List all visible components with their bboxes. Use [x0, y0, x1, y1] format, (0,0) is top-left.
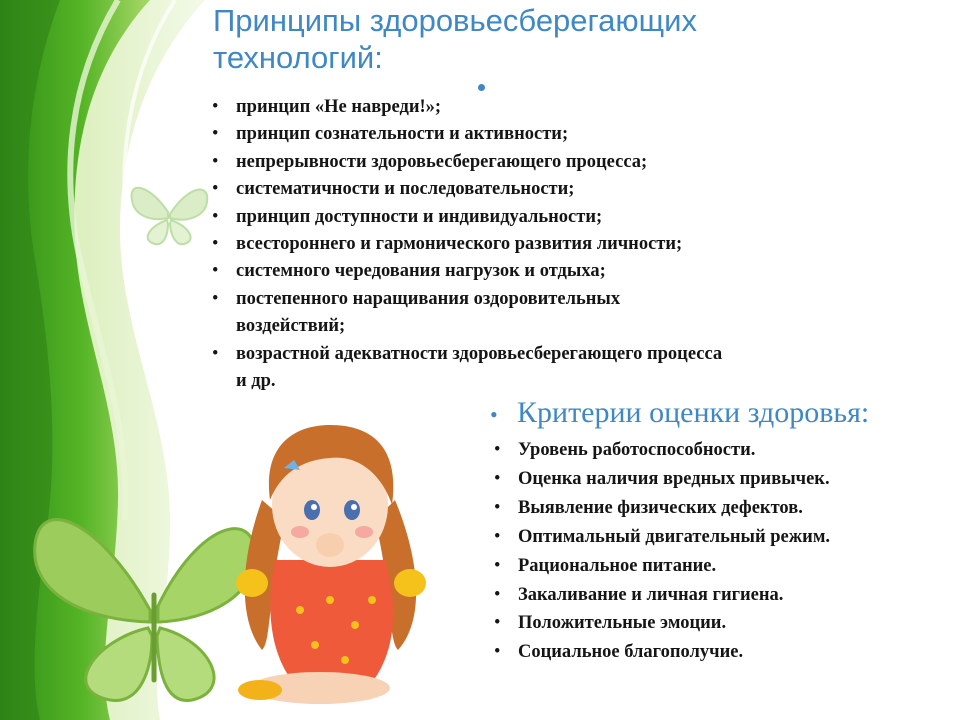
principle-item — [210, 231, 810, 258]
page-title: Принципы здоровьесберегающих технологий: — [213, 3, 697, 75]
criteria-text: Положительные эмоции. — [518, 613, 727, 634]
bullet: • — [212, 343, 219, 364]
principle-item — [210, 204, 810, 231]
bullet: • — [212, 261, 219, 282]
bullet: • — [212, 288, 219, 309]
bullet: • — [494, 642, 501, 663]
criteria-list — [492, 436, 932, 667]
principle-text: принцип «Не навреди!»; — [236, 97, 442, 117]
principle-text: возрастной адекватности здоровьесберегающего процесса и др. — [236, 343, 723, 392]
bullet: • — [212, 151, 219, 172]
principle-text: принцип сознательности и активности; — [236, 124, 569, 145]
criteria-item — [492, 465, 932, 494]
criteria-heading-text: Критерии оценки здоровья: — [517, 396, 870, 429]
girl-illustration — [236, 425, 426, 704]
principle-text: систематичности и последовательности; — [236, 179, 575, 200]
criteria-text: Рациональное питание. — [518, 555, 717, 576]
principles-list — [210, 94, 810, 395]
criteria-text: Социальное благополучие. — [518, 642, 744, 663]
decorative-dot — [478, 84, 485, 91]
principle-item — [210, 149, 810, 176]
bullet: • — [494, 440, 501, 460]
butterfly-outline-icon — [132, 188, 208, 244]
criteria-text: Закаливание и личная гигиена. — [518, 584, 784, 605]
bullet: • — [212, 206, 219, 227]
bullet: • — [490, 402, 498, 428]
principle-item — [210, 341, 736, 396]
criteria-text: Оценка наличия вредных привычек. — [518, 468, 830, 489]
principle-text: непрерывности здоровьесберегающего процесса; — [236, 151, 648, 172]
principle-item — [210, 121, 810, 148]
principle-text: всестороннего и гармонического развития личности; — [236, 234, 683, 255]
bullet: • — [494, 497, 501, 518]
criteria-item — [492, 581, 932, 610]
bullet: • — [494, 584, 501, 605]
criteria-item — [492, 609, 932, 638]
criteria-item — [492, 494, 932, 523]
criteria-text: Выявление физических дефектов. — [518, 497, 803, 518]
bullet: • — [494, 555, 501, 576]
principle-item — [210, 286, 716, 341]
principle-item — [210, 258, 810, 285]
criteria-item — [492, 552, 932, 581]
criteria-text: Оптимальный двигательный режим. — [518, 526, 831, 547]
bullet: • — [494, 468, 501, 489]
criteria-item — [492, 436, 932, 465]
principle-text: принцип доступности и индивидуальности; — [236, 206, 603, 227]
principle-item — [210, 176, 810, 203]
bullet: • — [494, 613, 501, 634]
principle-text: постепенного наращивания оздоровительных воздействий; — [236, 288, 621, 337]
bullet: • — [212, 234, 219, 255]
principle-text: системного чередования нагрузок и отдыха; — [236, 261, 606, 282]
principle-item — [210, 94, 810, 121]
criteria-item — [492, 523, 932, 552]
bullet: • — [212, 97, 219, 117]
bullet: • — [212, 124, 219, 145]
bullet: • — [212, 179, 219, 200]
criteria-text: Уровень работоспособности. — [518, 440, 756, 460]
criteria-heading — [490, 395, 950, 433]
criteria-item — [492, 638, 932, 667]
bullet: • — [494, 526, 501, 547]
